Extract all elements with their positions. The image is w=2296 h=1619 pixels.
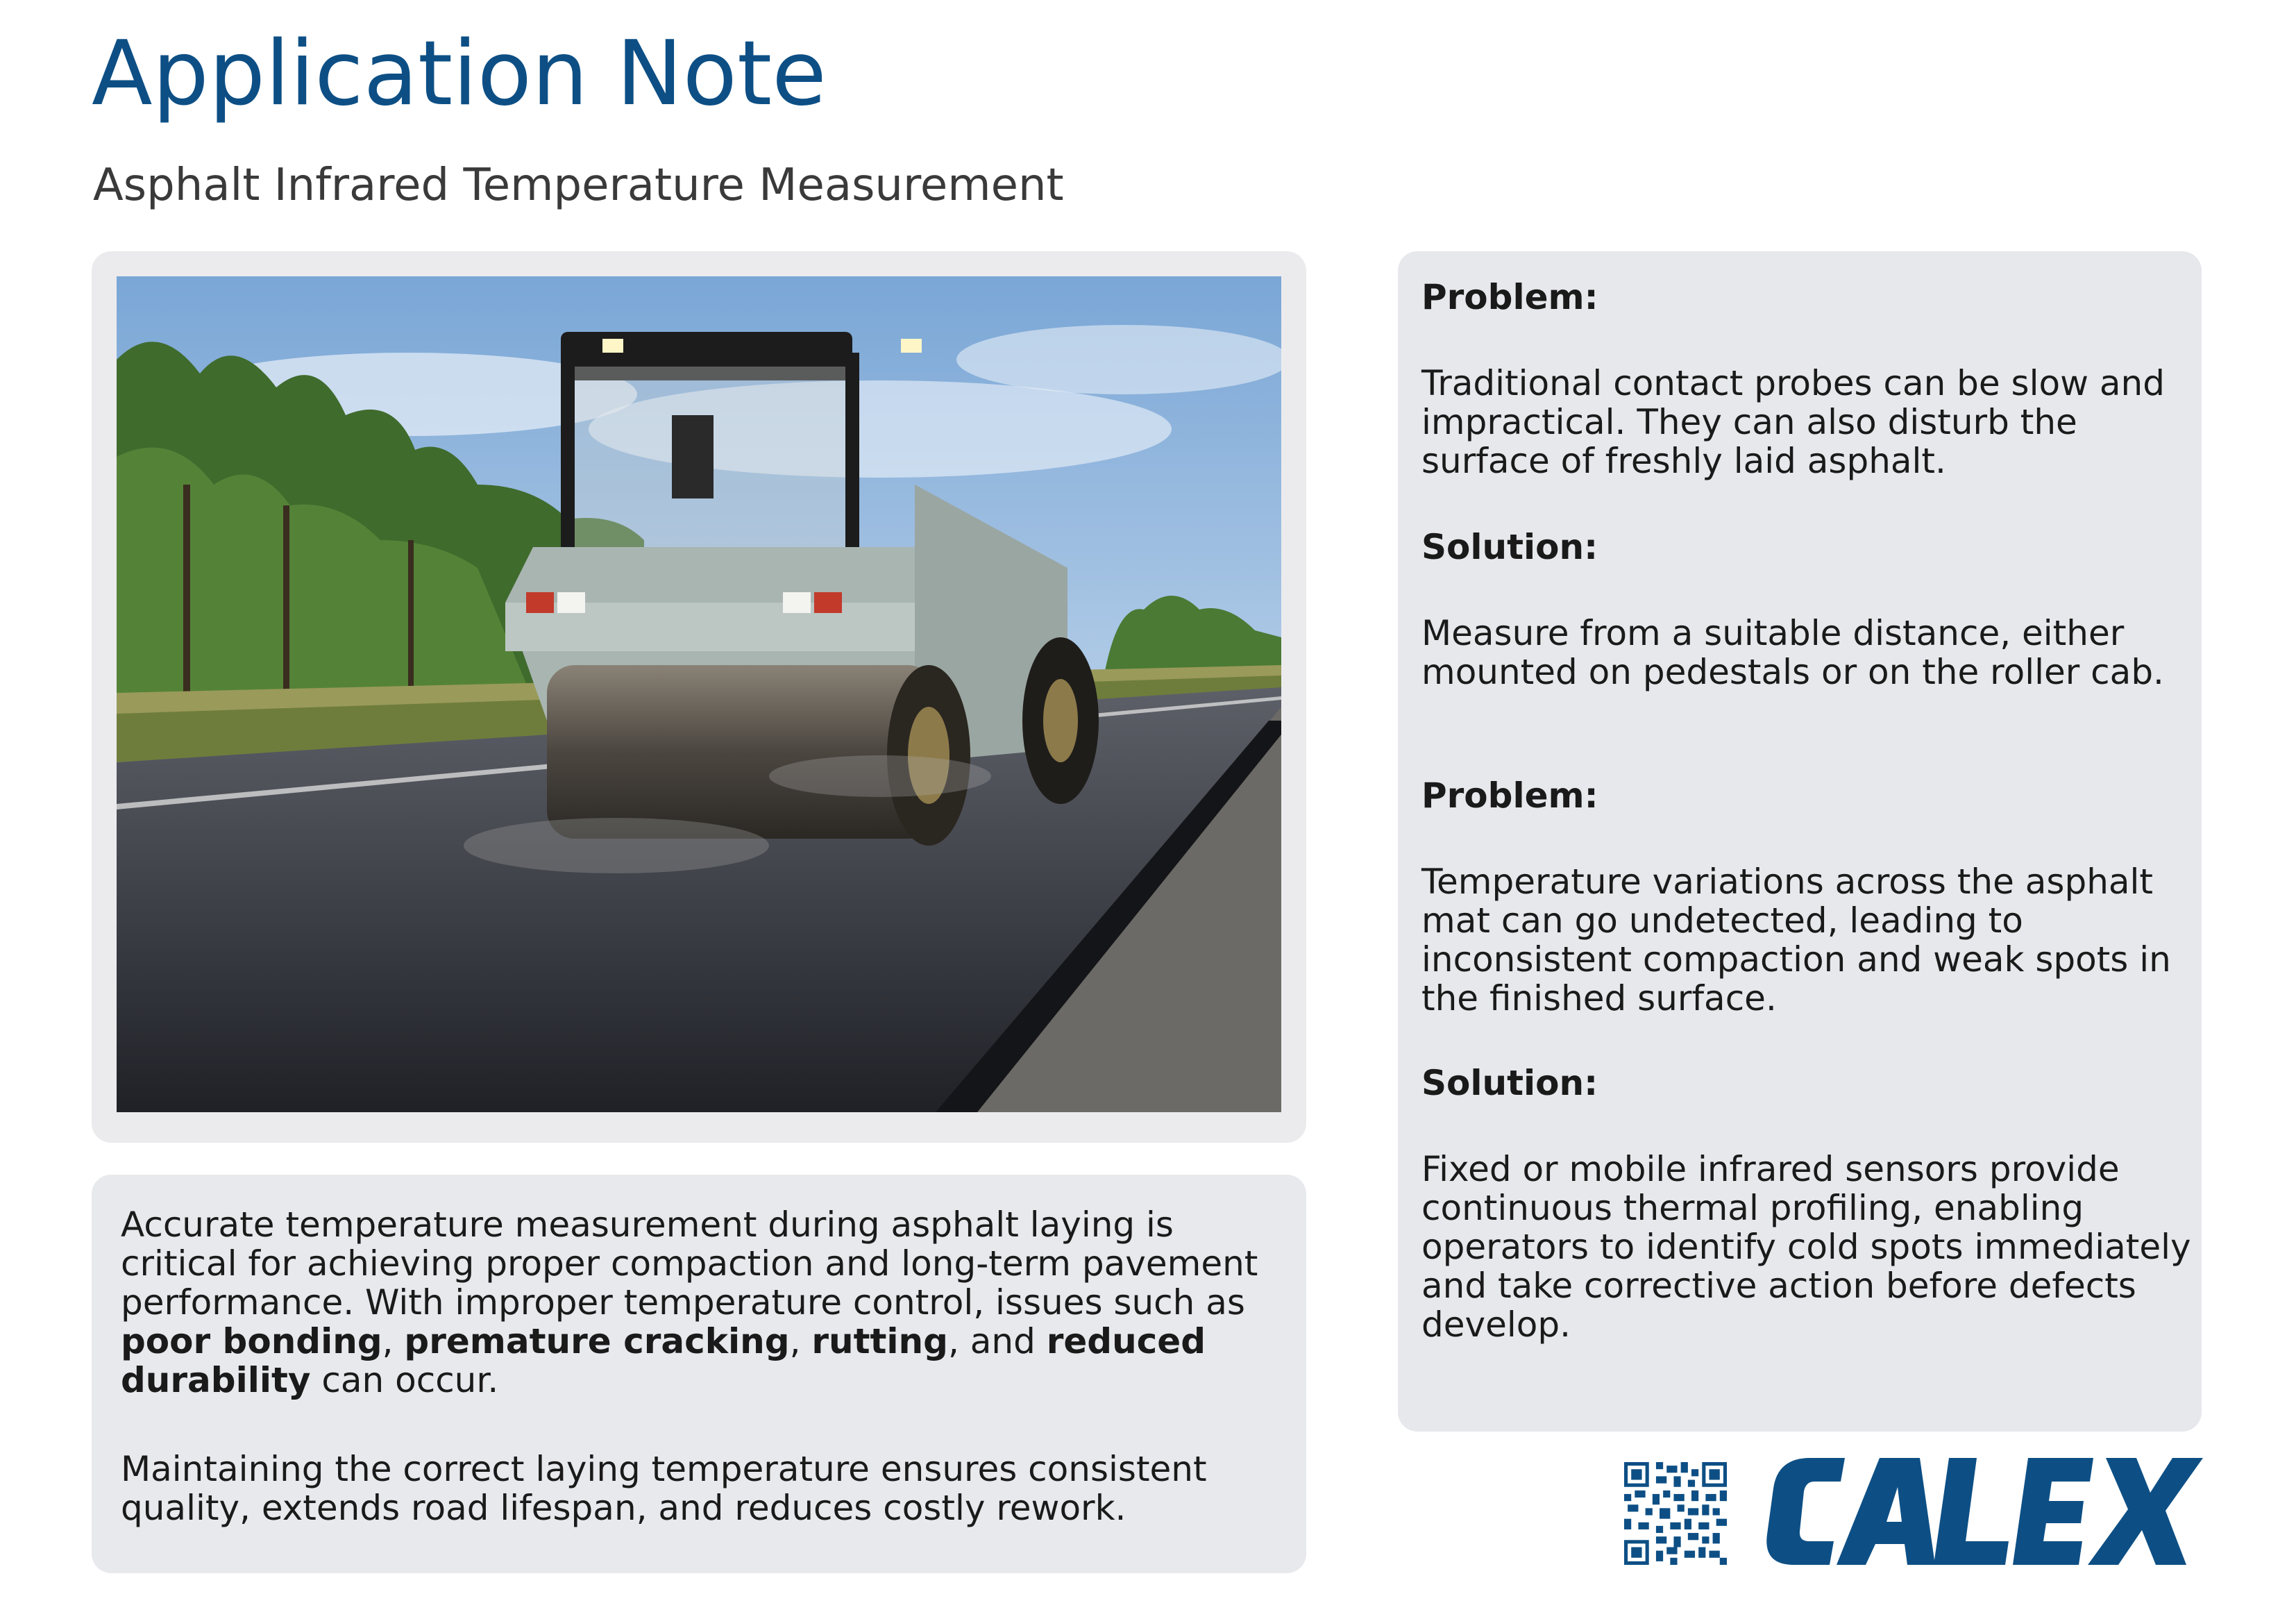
section-1-heading: Problem: [1421,277,1598,317]
term-rutting: rutting [811,1321,948,1361]
calex-logo [1762,1458,2203,1565]
intro-text-start: Accurate temperature measurement during asphalt laying is critical for achieving proper compaction and long-term pavement performance. With improper temperature control, issues such as [121,1205,1258,1323]
qr-code-icon [1624,1462,1727,1565]
intro-text-end: can occur. [310,1360,499,1400]
asphalt-roller-photo [117,276,1281,1112]
term-premature-cracking: premature cracking [404,1321,790,1361]
section-1-body: Traditional contact probes can be slow and impractical. They can also disturb the surface of freshly laid asphalt. [1421,363,2165,481]
intro-paragraph-2: Maintaining the correct laying temperature ensures consistent quality, extends road lifespan, and reduces costly rework. [121,1449,1207,1528]
intro-sep-1: , [382,1321,405,1361]
section-2-body: Measure from a suitable distance, either mounted on pedestals or on the roller cab. [1421,613,2164,692]
problem-solution-panel [1398,251,2202,1432]
intro-paragraph [121,1205,1287,1400]
intro-sep-2: , [789,1321,812,1361]
section-2-heading: Solution: [1421,527,1598,567]
page-subtitle: Asphalt Infrared Temperature Measurement [93,160,1064,211]
term-poor-bonding: poor bonding [121,1321,382,1361]
section-3-body: Temperature variations across the asphalt mat can go undetected, leading to inconsistent compaction and weak spots in the finished surface. [1421,862,2171,1018]
intro-sep-3: , and [947,1321,1047,1361]
image-panel [92,251,1306,1143]
term-reduced-durability: reduced durability [121,1321,1206,1400]
section-3-heading: Problem: [1421,775,1598,816]
section-4-body: Fixed or mobile infrared sensors provide continuous thermal profiling, enabling operators to identify cold spots immediately and take corrective action before defects develop. [1421,1149,2191,1345]
intro-panel [92,1175,1306,1573]
page-title: Application Note [92,22,827,126]
calex-logo-letters [1766,1458,2203,1565]
section-4-heading: Solution: [1421,1063,1598,1103]
